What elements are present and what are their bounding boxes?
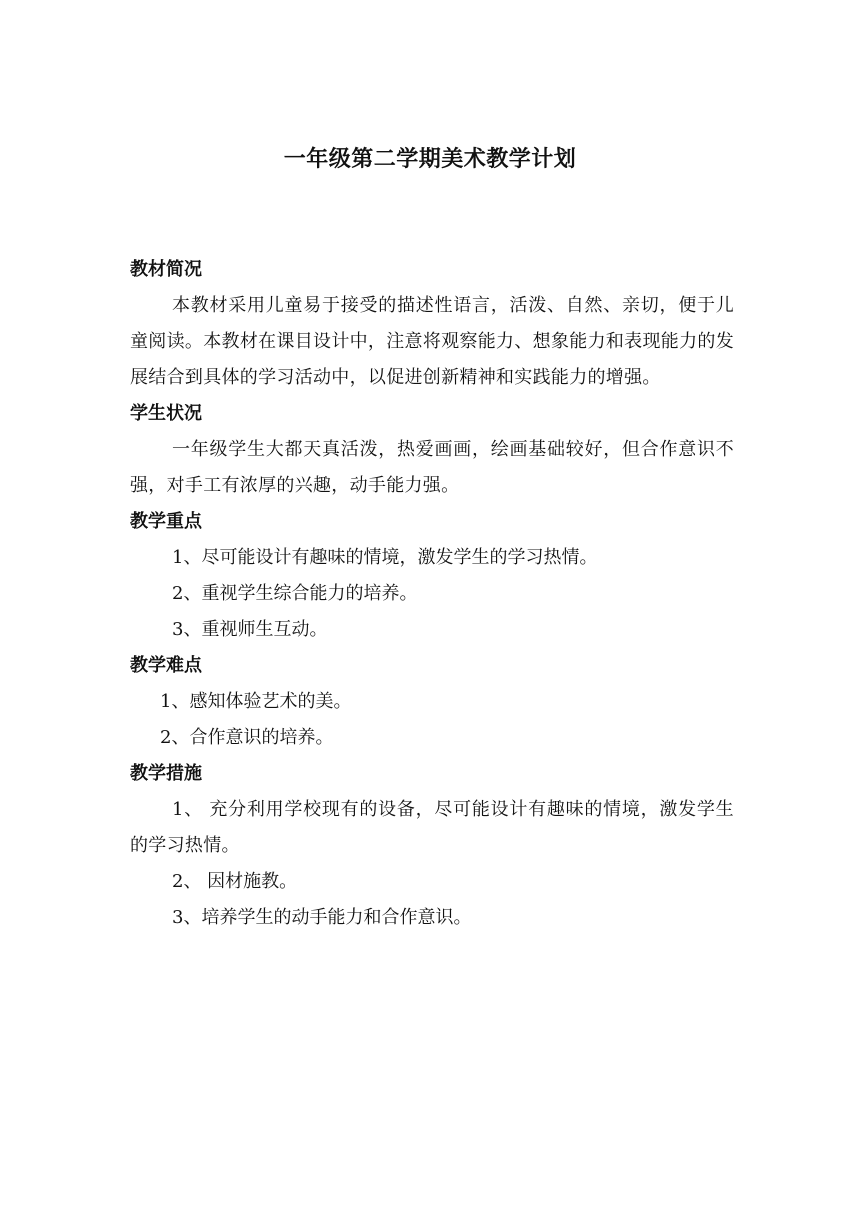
list-item: 2、合作意识的培养。 bbox=[160, 727, 334, 748]
section-heading: 教学重点 bbox=[130, 511, 202, 532]
list-item: 1、感知体验艺术的美。 bbox=[160, 691, 352, 712]
list-item: 2、 因材施教。 bbox=[172, 871, 298, 892]
list-item: 3、重视师生互动。 bbox=[172, 619, 328, 640]
section-materials bbox=[130, 252, 734, 396]
section-measures bbox=[130, 756, 734, 936]
list-item: 1、尽可能设计有趣味的情境，激发学生的学习热情。 bbox=[172, 547, 598, 568]
section-heading: 教学措施 bbox=[130, 763, 202, 784]
section-paragraph: 一年级学生大都天真活泼，热爱画画，绘画基础较好，但合作意识不强，对手工有浓厚的兴趣，动手能力强。 bbox=[130, 439, 734, 496]
document-body bbox=[130, 252, 734, 936]
section-heading: 教材简况 bbox=[130, 259, 202, 280]
section-paragraph: 本教材采用儿童易于接受的描述性语言，活泼、自然、亲切，便于儿童阅读。本教材在课目设计中，注意将观察能力、想象能力和表现能力的发展结合到具体的学习活动中，以促进创新精神和实践能力的增强。 bbox=[130, 295, 734, 388]
list-item: 3、培养学生的动手能力和合作意识。 bbox=[172, 907, 472, 928]
list-item: 1、 充分利用学校现有的设备，尽可能设计有趣味的情境，激发学生的学习热情。 bbox=[130, 799, 734, 856]
list-item: 2、重视学生综合能力的培养。 bbox=[172, 583, 418, 604]
document-title: 一年级第二学期美术教学计划 bbox=[283, 147, 577, 172]
section-students bbox=[130, 396, 734, 504]
section-difficulties bbox=[130, 648, 734, 756]
section-key-points bbox=[130, 504, 734, 648]
section-heading: 教学难点 bbox=[130, 655, 202, 676]
section-heading: 学生状况 bbox=[130, 403, 202, 424]
